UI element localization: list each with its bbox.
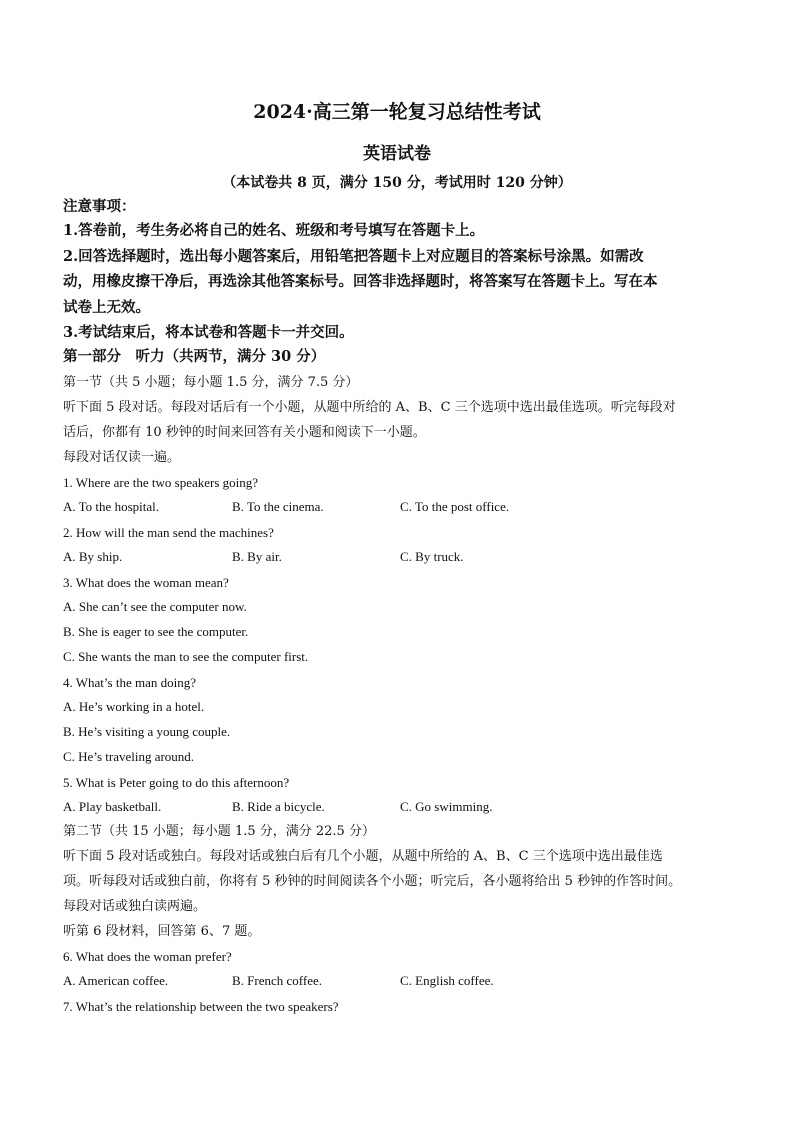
note-item-2-line-1: 2.回答选择题时，选出每小题答案后，用铅笔把答题卡上对应题目的答案标号涂黑。如需改 bbox=[63, 248, 644, 265]
question-5: 5. What is Peter going to do this afternoon? bbox=[63, 775, 290, 790]
material-6-heading: 听第 6 段材料，回答第 6、7 题。 bbox=[63, 924, 261, 939]
question-3-option-a: A. She can’t see the computer now. bbox=[63, 599, 247, 614]
exam-title: 2024·高三第一轮复习总结性考试 bbox=[253, 101, 541, 123]
question-2-option-a: A. By ship. bbox=[63, 549, 123, 564]
question-2-option-b: B. By air. bbox=[232, 549, 282, 564]
section1-instruction-line-2: 话后，你都有 10 秒钟的时间来回答有关小题和阅读下一小题。 bbox=[63, 425, 426, 440]
exam-subtitle: 英语试卷 bbox=[363, 144, 431, 164]
question-1-option-c: C. To the post office. bbox=[400, 499, 510, 514]
note-item-1: 1.答卷前，考生务必将自己的姓名、班级和考号填写在答题卡上。 bbox=[63, 222, 485, 239]
question-7: 7. What’s the relationship between the two speakers? bbox=[63, 999, 339, 1014]
note-item-2-line-3: 试卷上无效。 bbox=[63, 299, 150, 316]
question-5-option-b: B. Ride a bicycle. bbox=[232, 799, 325, 814]
question-1-option-b: B. To the cinema. bbox=[232, 499, 324, 514]
notes-heading: 注意事项： bbox=[63, 198, 136, 215]
question-6-option-a: A. American coffee. bbox=[63, 973, 169, 988]
question-3-option-b: B. She is eager to see the computer. bbox=[63, 624, 249, 639]
section2-instruction-line-1: 听下面 5 段对话或独白。每段对话或独白后有几个小题，从题中所给的 A、B、C 三个选项中选出最佳选 bbox=[63, 849, 663, 864]
section1-instruction-line-1: 听下面 5 段对话。每段对话后有一个小题，从题中所给的 A、B、C 三个选项中选出最佳选项。听完每段对 bbox=[63, 400, 676, 415]
section1-heading: 第一节（共 5 小题；每小题 1.5 分，满分 7.5 分） bbox=[63, 375, 359, 390]
question-5-option-c: C. Go swimming. bbox=[400, 799, 493, 814]
section2-instruction-line-3: 每段对话或独白读两遍。 bbox=[63, 899, 207, 914]
question-2: 2. How will the man send the machines? bbox=[63, 525, 274, 540]
question-4-option-a: A. He’s working in a hotel. bbox=[63, 699, 205, 714]
exam-info: （本试卷共 8 页，满分 150 分，考试用时 120 分钟） bbox=[222, 175, 572, 191]
question-6-option-b: B. French coffee. bbox=[232, 973, 323, 988]
question-4: 4. What’s the man doing? bbox=[63, 675, 196, 690]
question-1-option-a: A. To the hospital. bbox=[63, 499, 159, 514]
section2-instruction-line-2: 项。听每段对话或独白前，你将有 5 秒钟的时间阅读各个小题；听完后，各小题将给出 5 秒钟的作答时间。 bbox=[63, 874, 682, 889]
question-6-option-c: C. English coffee. bbox=[400, 973, 494, 988]
question-6: 6. What does the woman prefer? bbox=[63, 949, 232, 964]
question-5-option-a: A. Play basketball. bbox=[63, 799, 162, 814]
question-4-option-b: B. He’s visiting a young couple. bbox=[63, 724, 231, 739]
question-4-option-c: C. He’s traveling around. bbox=[63, 749, 195, 764]
question-3: 3. What does the woman mean? bbox=[63, 575, 229, 590]
note-item-2-line-2: 动，用橡皮擦干净后，再选涂其他答案标号。回答非选择题时，将答案写在答题卡上。写在本 bbox=[63, 273, 658, 290]
note-item-3: 3.考试结束后，将本试卷和答题卡一并交回。 bbox=[63, 324, 354, 341]
section2-heading: 第二节（共 15 小题；每小题 1.5 分，满分 22.5 分） bbox=[63, 824, 375, 839]
part1-heading: 第一部分 听力（共两节，满分 30 分） bbox=[63, 348, 326, 365]
question-3-option-c: C. She wants the man to see the computer first. bbox=[63, 649, 309, 664]
question-1: 1. Where are the two speakers going? bbox=[63, 475, 259, 490]
question-2-option-c: C. By truck. bbox=[400, 549, 464, 564]
section1-instruction-line-3: 每段对话仅读一遍。 bbox=[63, 450, 181, 465]
